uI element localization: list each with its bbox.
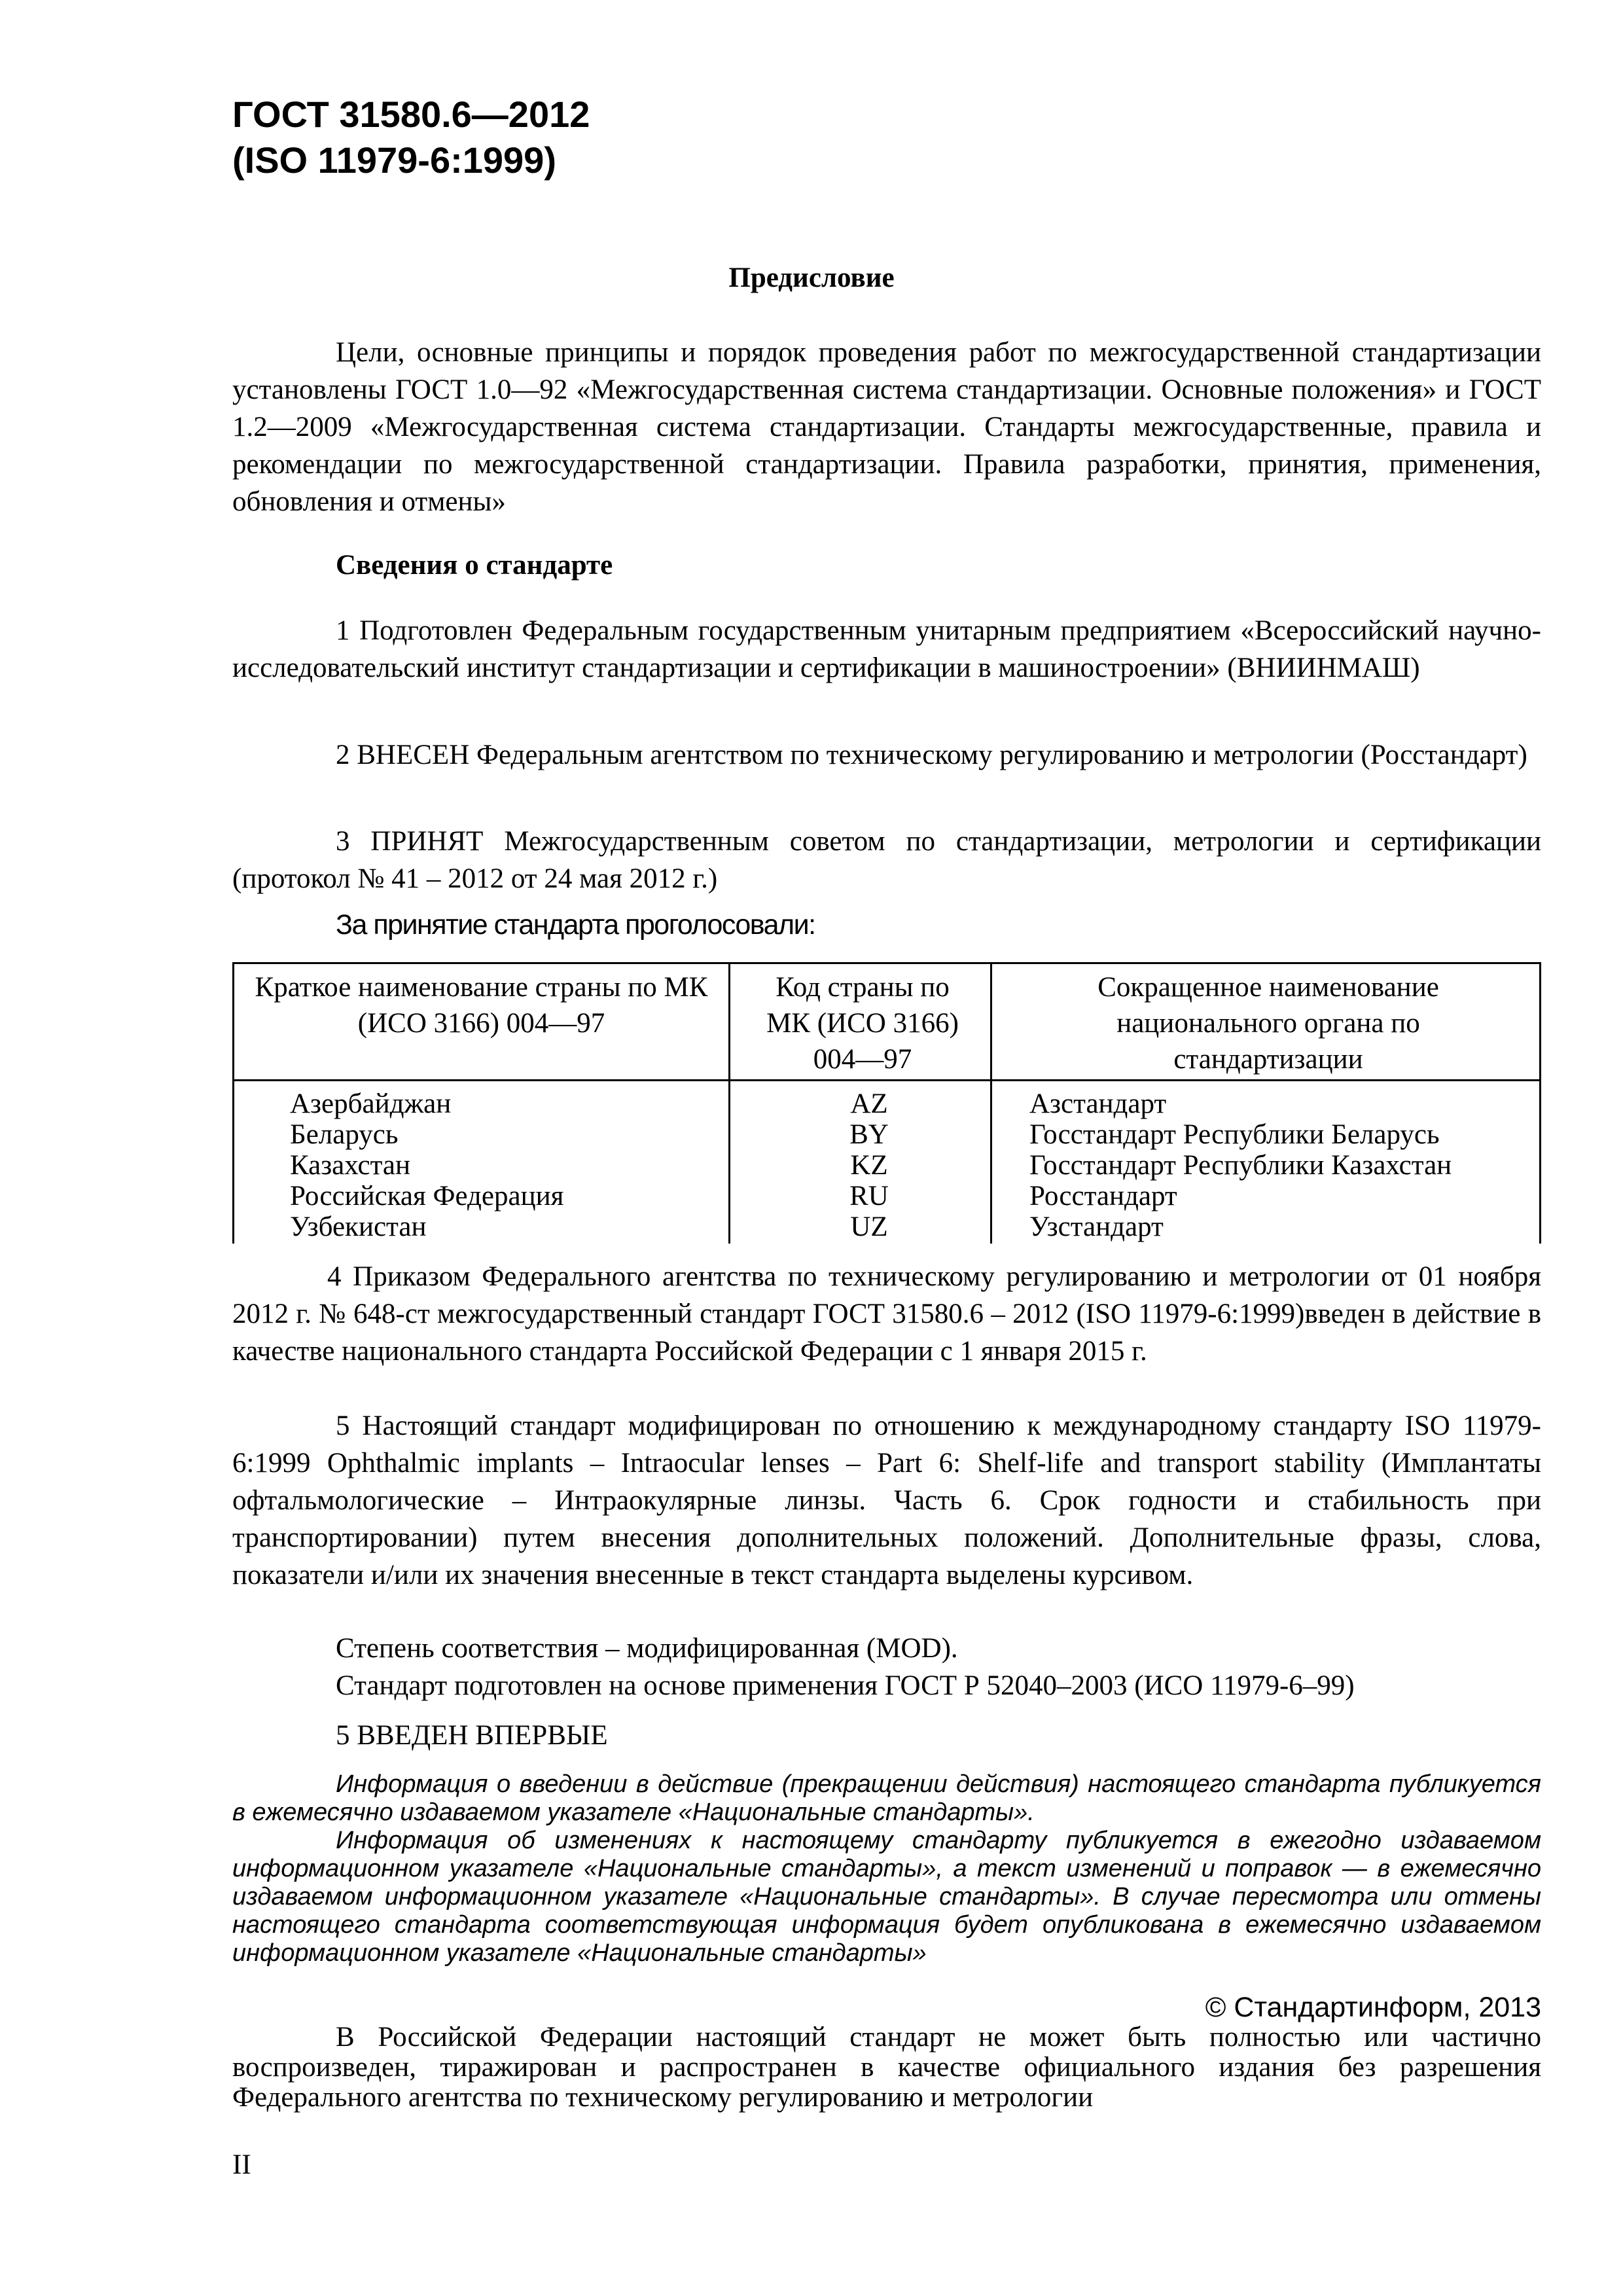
table-cell-code: UZ — [850, 1211, 888, 1242]
table-cell-country: Российская Федерация — [290, 1181, 564, 1211]
table-cell-code: AZ — [850, 1088, 888, 1119]
table-cell-country: Азербайджан — [290, 1088, 452, 1119]
country-column — [290, 1088, 563, 1242]
info-paragraph-2: Информация об изменениях к настоящему стандарту публикуется в ежегодно издаваемом информационном указателе «Национальные стандарты», а текст изменений и поправок — в ежемесячно издаваемом информационном указателе «Национальные стандарты». В случае пересмотра или отмены настоящего стандарта соответствующая информация будет опубликована в ежемесячно издаваемом информационном указателе «Национальные стандарты» — [232, 1827, 1541, 1967]
page-title: Предисловие — [728, 262, 895, 293]
table-cell-code: KZ — [850, 1150, 888, 1181]
page-number: II — [232, 2149, 251, 2180]
intro-paragraph: Цели, основные принципы и порядок проведения работ по межгосударственной стандартизации установлены ГОСТ 1.0—92 «Межгосударственная система стандартизации. Основные положения» и ГОСТ 1.2—2009 «Межгосударственная система стандартизации. Стандарты межгосударственные, правила и рекомендации по межгосударственной стандартизации. Правила разработки, принятия, применения, обновления и отмены» — [232, 337, 1541, 517]
header-country: Краткое наименование страны по МК (ИСО 3166) 004—97 — [255, 972, 708, 1039]
header-org: Сокращенное наименование национального органа по стандартизации — [1097, 972, 1439, 1075]
table-cell-code: BY — [849, 1119, 889, 1150]
table-cell-country: Узбекистан — [290, 1211, 427, 1242]
org-column — [1029, 1088, 1452, 1242]
section-title: Сведения о стандарте — [336, 550, 613, 581]
table-cell-org: Госстандарт Республики Беларусь — [1029, 1119, 1440, 1150]
iso-code: (ISO 11979-6:1999) — [232, 139, 556, 181]
voted-label: За принятие стандарта проголосовали: — [336, 909, 815, 941]
voting-table — [232, 962, 1541, 1244]
introduced-line: 5 ВВЕДЕН ВПЕРВЫЕ — [336, 1720, 608, 1751]
copyright: © Стандартинформ, 2013 — [1205, 1992, 1541, 2023]
item-2: 2 ВНЕСЕН Федеральным агентством по техническому регулированию и метрологии (Росстандарт) — [336, 740, 1527, 770]
table-cell-country: Беларусь — [290, 1119, 399, 1150]
item-5: 5 Настоящий стандарт модифицирован по отношению к международному стандарту ISO 11979-6:1999 Ophthalmic implants – Intraocular lenses – Part 6: Shelf-life and transport stability (Имплантаты офтальмологические – Интраокулярные линзы. Часть 6. Срок годности и стабильность при транспортировании) путем внесения дополнительных положений. Дополнительные фразы, слова, показатели и/или их значения внесенные в текст стандарта выделены курсивом. — [232, 1410, 1541, 1590]
item-4: 4 Приказом Федерального агентства по техническому регулированию и метрологии от 01 ноября 2012 г. № 648-ст межгосударственный стандарт ГОСТ 31580.6 – 2012 (ISO 11979-6:1999)введен в действие в качестве национального стандарта Российской Федерации с 1 января 2015 г. — [232, 1261, 1541, 1367]
degree-line: Степень соответствия – модифицированная (MOD). — [336, 1633, 958, 1664]
header-code: Код страны по МК (ИСО 3166) 004—97 — [766, 972, 959, 1075]
table-header-divider — [234, 1079, 1539, 1081]
table-cell-org: Узстандарт — [1029, 1211, 1164, 1242]
doc-code: ГОСТ 31580.6—2012 — [232, 94, 590, 135]
table-cell-country: Казахстан — [290, 1150, 411, 1181]
table-divider — [728, 964, 730, 1244]
table-cell-org: Росстандарт — [1029, 1181, 1177, 1211]
table-cell-code: RU — [849, 1181, 889, 1211]
table-cell-org: Госстандарт Республики Казахстан — [1029, 1150, 1452, 1181]
info-paragraph-1: Информация о введении в действие (прекращении действия) настоящего стандарта публикуется в ежемесячно издаваемом указателе «Национальные стандарты». — [232, 1770, 1541, 1826]
item-3: 3 ПРИНЯТ Межгосударственным советом по стандартизации, метрологии и сертификации (протокол № 41 – 2012 от 24 мая 2012 г.) — [232, 826, 1541, 894]
item-1: 1 Подготовлен Федеральным государственным унитарным предприятием «Всероссийский научно-исследовательский институт стандартизации и сертификации в машиностроении» (ВНИИНМАШ) — [232, 615, 1541, 683]
document-header — [232, 92, 590, 183]
prepared-line: Стандарт подготовлен на основе применения ГОСТ Р 52040–2003 (ИСО 11979-6–99) — [336, 1670, 1355, 1701]
code-column — [738, 1088, 1000, 1242]
table-cell-org: Азстандарт — [1029, 1088, 1167, 1119]
rights-notice: В Российской Федерации настоящий стандарт не может быть полностью или частично воспроизведен, тиражирован и распространен в качестве официального издания без разрешения Федерального агентства по техническому регулированию и метрологии — [232, 2022, 1541, 2113]
